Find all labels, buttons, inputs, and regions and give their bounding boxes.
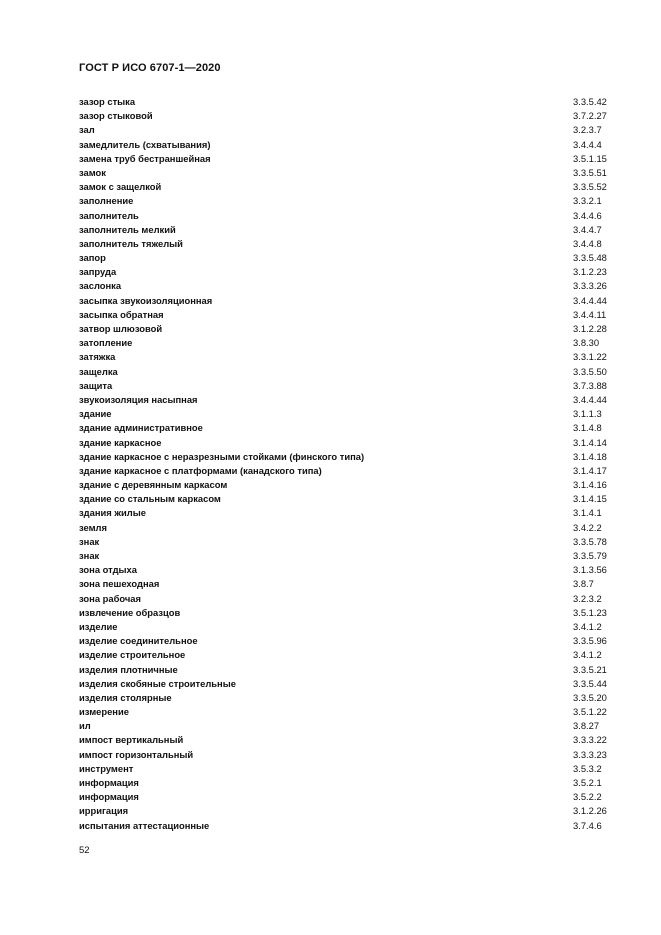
document-header: ГОСТ Р ИСО 6707-1—2020 xyxy=(79,62,221,74)
index-entry xyxy=(79,790,611,804)
index-reference: 3.4.1.2 xyxy=(573,620,602,632)
index-term: зазор стыка xyxy=(79,96,136,107)
index-entry xyxy=(79,450,611,464)
index-entry xyxy=(79,436,611,450)
index-reference: 3.3.3.22 xyxy=(573,734,607,746)
index-reference: 3.5.2.2 xyxy=(573,791,602,803)
index-term: изделия столярные xyxy=(79,691,172,703)
index-term: изделие соединительное xyxy=(79,635,198,647)
index-reference: 3.5.1.15 xyxy=(573,152,607,164)
index-reference: 3.3.5.51 xyxy=(573,166,607,178)
index-term: здание административное xyxy=(79,422,203,434)
index-term: замок xyxy=(79,166,106,178)
index-reference: 3.2.3.7 xyxy=(573,124,602,136)
index-term: заполнитель xyxy=(79,209,139,221)
index-term: ирригация xyxy=(79,805,129,817)
index-reference: 3.4.1.2 xyxy=(573,649,602,661)
index-term: знак xyxy=(79,535,100,547)
index-reference: 3.8.30 xyxy=(573,337,600,349)
index-reference: 3.1.4.15 xyxy=(573,493,607,505)
index-reference: 3.3.5.48 xyxy=(573,252,607,264)
index-term: зона отдыха xyxy=(79,564,137,576)
index-entry xyxy=(79,577,611,591)
index-reference: 3.1.3.56 xyxy=(573,564,607,576)
index-term: инструмент xyxy=(79,762,134,774)
index-reference: 3.4.4.44 xyxy=(573,393,607,405)
index-entry xyxy=(79,762,611,776)
index-term: здание со стальным каркасом xyxy=(79,493,221,505)
index-term: изделия плотничные xyxy=(79,663,178,675)
index-term: засыпка звукоизоляционная xyxy=(79,294,213,306)
index-term: земля xyxy=(79,521,107,533)
index-entry xyxy=(79,407,611,421)
index-reference: 3.5.1.23 xyxy=(573,606,607,618)
index-entry xyxy=(79,279,611,293)
index-reference: 3.1.4.14 xyxy=(573,436,607,448)
index-reference: 3.5.1.22 xyxy=(573,706,607,718)
index-term: защита xyxy=(79,379,113,391)
index-entry xyxy=(79,223,611,237)
index-term: замена труб бестраншейная xyxy=(79,152,211,164)
index-entry xyxy=(79,819,611,833)
index-reference: 3.1.2.23 xyxy=(573,266,607,278)
index-entry xyxy=(79,535,611,549)
index-reference: 3.4.4.44 xyxy=(573,294,607,306)
index-reference: 3.7.4.6 xyxy=(573,819,602,831)
index-term: зазор стыковой xyxy=(79,110,153,122)
index-term: защелка xyxy=(79,365,118,377)
index-entry xyxy=(79,648,611,662)
index-reference: 3.3.5.78 xyxy=(573,535,607,547)
index-reference: 3.3.2.1 xyxy=(573,195,602,207)
index-entry xyxy=(79,563,611,577)
index-reference: 3.8.7 xyxy=(573,578,594,590)
index-term: здание каркасное с платформами (канадского типа) xyxy=(79,464,322,476)
index-entry xyxy=(79,180,611,194)
index-entry xyxy=(79,733,611,747)
index-term: засыпка обратная xyxy=(79,308,164,320)
index-reference: 3.4.2.2 xyxy=(573,521,602,533)
index-term: замедлитель (схватывания) xyxy=(79,138,211,150)
index-entry xyxy=(79,194,611,208)
index-reference: 3.3.3.26 xyxy=(573,280,607,292)
index-term: импост горизонтальный xyxy=(79,748,194,760)
index-term: изделие xyxy=(79,620,118,632)
index-entry xyxy=(79,464,611,478)
index-entry xyxy=(79,691,611,705)
index-reference: 3.8.27 xyxy=(573,720,600,732)
index-reference: 3.1.4.16 xyxy=(573,479,607,491)
index-reference: 3.7.2.27 xyxy=(573,110,607,122)
index-reference: 3.5.3.2 xyxy=(573,762,602,774)
index-entry xyxy=(79,152,611,166)
index-term: ил xyxy=(79,720,91,732)
index-reference: 3.3.5.79 xyxy=(573,550,607,561)
index-reference: 3.1.2.28 xyxy=(573,323,607,334)
index-entry xyxy=(79,804,611,818)
index-entry xyxy=(79,265,611,279)
index-term: здания жилые xyxy=(79,507,146,519)
index-entry xyxy=(79,138,611,152)
index-term: затвор шлюзовой xyxy=(79,323,163,334)
index-reference: 3.1.2.26 xyxy=(573,805,607,817)
index-reference: 3.3.5.20 xyxy=(573,691,607,703)
index-term: здание с деревянным каркасом xyxy=(79,479,228,491)
index-term: замок с защелкой xyxy=(79,181,162,193)
index-entry xyxy=(79,350,611,364)
index-term: звукоизоляция насыпная xyxy=(79,393,198,405)
index-entry xyxy=(79,663,611,677)
index-term: заполнитель тяжелый xyxy=(79,237,183,249)
index-entry xyxy=(79,421,611,435)
index-term: запруда xyxy=(79,266,117,278)
index-entry xyxy=(79,776,611,790)
index-entry xyxy=(79,606,611,620)
index-term: здание xyxy=(79,408,112,420)
index-term: знак xyxy=(79,550,100,561)
index-term: информация xyxy=(79,777,139,788)
index-entry xyxy=(79,634,611,648)
index-term: затяжка xyxy=(79,351,116,363)
index-entry xyxy=(79,592,611,606)
index-entry xyxy=(79,237,611,251)
index-entry xyxy=(79,677,611,691)
index-entry xyxy=(79,719,611,733)
index-entry xyxy=(79,109,611,123)
index-reference: 3.3.1.22 xyxy=(573,351,607,363)
index-reference: 3.4.4.4 xyxy=(573,138,602,150)
page-number: 52 xyxy=(79,845,90,856)
index-reference: 3.4.4.6 xyxy=(573,209,602,221)
index-entry xyxy=(79,379,611,393)
index-term: импост вертикальный xyxy=(79,734,184,746)
index-reference: 3.5.2.1 xyxy=(573,777,602,788)
index-term: зона рабочая xyxy=(79,592,141,604)
index-entry xyxy=(79,336,611,350)
index-entry xyxy=(79,478,611,492)
index-entry xyxy=(79,251,611,265)
index-entry xyxy=(79,322,611,336)
term-index-list xyxy=(79,95,611,833)
index-reference: 3.3.5.21 xyxy=(573,663,607,675)
index-reference: 3.3.5.42 xyxy=(573,96,607,107)
index-term: затопление xyxy=(79,337,133,349)
index-entry xyxy=(79,748,611,762)
index-reference: 3.1.4.18 xyxy=(573,450,607,462)
index-term: зал xyxy=(79,124,95,136)
index-reference: 3.3.5.52 xyxy=(573,181,607,193)
index-reference: 3.2.3.2 xyxy=(573,592,602,604)
index-entry xyxy=(79,620,611,634)
index-entry xyxy=(79,393,611,407)
index-reference: 3.3.5.96 xyxy=(573,635,607,647)
index-reference: 3.3.5.50 xyxy=(573,365,607,377)
index-term: изделия скобяные строительные xyxy=(79,677,236,689)
index-entry xyxy=(79,506,611,520)
index-entry xyxy=(79,549,611,563)
index-entry xyxy=(79,123,611,137)
index-reference: 3.3.3.23 xyxy=(573,748,607,760)
index-entry xyxy=(79,365,611,379)
index-term: испытания аттестационные xyxy=(79,819,210,831)
index-reference: 3.7.3.88 xyxy=(573,379,607,391)
index-term: здание каркасное с неразрезными стойками (финского типа) xyxy=(79,450,365,462)
index-term: информация xyxy=(79,791,139,803)
index-reference: 3.1.4.17 xyxy=(573,464,607,476)
index-entry xyxy=(79,209,611,223)
index-reference: 3.3.5.44 xyxy=(573,677,607,689)
index-term: изделие строительное xyxy=(79,649,186,661)
index-entry xyxy=(79,294,611,308)
index-term: здание каркасное xyxy=(79,436,162,448)
index-term: зона пешеходная xyxy=(79,578,160,590)
index-term: запор xyxy=(79,252,106,264)
index-term: заполнитель мелкий xyxy=(79,223,176,235)
index-reference: 3.4.4.7 xyxy=(573,223,602,235)
index-reference: 3.4.4.11 xyxy=(573,308,607,320)
index-reference: 3.4.4.8 xyxy=(573,237,602,249)
index-term: заслонка xyxy=(79,280,122,292)
index-reference: 3.1.4.8 xyxy=(573,422,602,434)
index-entry xyxy=(79,166,611,180)
index-term: заполнение xyxy=(79,195,134,207)
index-entry xyxy=(79,308,611,322)
index-reference: 3.1.4.1 xyxy=(573,507,602,519)
index-entry xyxy=(79,95,611,109)
index-entry xyxy=(79,492,611,506)
index-entry xyxy=(79,705,611,719)
index-term: измерение xyxy=(79,706,129,718)
index-entry xyxy=(79,521,611,535)
index-term: извлечение образцов xyxy=(79,606,181,618)
index-reference: 3.1.1.3 xyxy=(573,408,602,420)
